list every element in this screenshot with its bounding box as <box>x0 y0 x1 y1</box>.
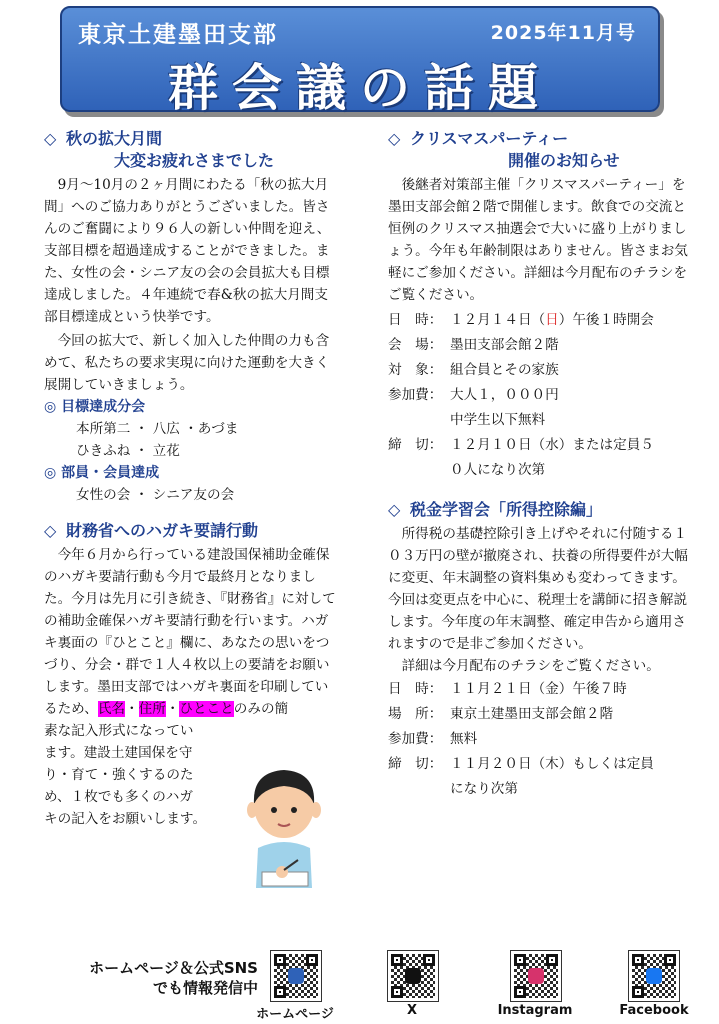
x-qr-code[interactable] <box>387 950 439 1002</box>
paragraph-line: ます。建設土建国保を守 <box>44 745 193 761</box>
paragraph: 今回の拡大で、新しく加入した仲間の力も含めて、私たちの要求実現に向けた運動を大きく展開していきましょう。 <box>44 333 330 393</box>
homepage-qr-code[interactable] <box>270 950 322 1002</box>
qr-label: Instagram <box>497 1003 573 1018</box>
facebook-qr-code[interactable] <box>628 950 680 1002</box>
paragraph: 後継者対策部主催「クリスマスパーティー」を墨田支部会館２階で開催します。飲食での交流と恒例のクリスマス抽選会で大いに盛り上がりましょう。今年も年齢制限はありません。皆さまお気軽にご参加ください。詳細は今月配布のチラシをご覧ください。 <box>388 177 688 303</box>
list-item: 女性の会 ・ シニア友の会 <box>76 487 235 503</box>
section-heading-christmas-party: ◇ クリスマスパーティー 開催のお知らせ <box>388 129 620 170</box>
highlight-address: 住所 <box>138 701 166 717</box>
paragraph-line: 素な記入形式になってい <box>44 723 194 739</box>
sns-notice: ホームページ＆公式SNS でも情報発信中 <box>89 959 258 997</box>
event-details: 日 時： １２月１４日（日）午後１時開会 会 場： 墨田支部会館２階 対 象： 組合員とその家族 参加費： 大人１，０００円 中学生以下無料 締 切： １２月１０日（水）または定員５ ０人になり次第 <box>388 312 654 478</box>
bullet-heading: ◎ 部員・会員達成 <box>44 465 160 481</box>
diamond-icon: ◇ <box>44 521 57 540</box>
diamond-icon: ◇ <box>388 129 401 148</box>
facebook-icon <box>646 968 662 984</box>
diamond-icon: ◇ <box>44 129 57 148</box>
qr-label: X <box>406 1003 418 1018</box>
left-column <box>44 128 340 830</box>
header-banner <box>60 6 660 117</box>
section-heading-autumn-campaign: ◇ 秋の拡大月間 大変お疲れさまでした <box>44 129 275 170</box>
paragraph: 9月～10月の２ヶ月間にわたる「秋の拡大月間」へのご協力ありがとうございました。皆さんのご奮闘により９６人の新しい仲間を迎え、支部目標を超過達成することができました。また、女性の会・シニア友の会の会員拡大も目標達成しました。４年連続で春&秋の拡大月間支部目標達成という快挙です。 <box>44 177 331 325</box>
diamond-icon: ◇ <box>388 500 401 519</box>
highlight-comment: ひとこと <box>179 701 234 717</box>
qr-label: ホームページ <box>256 1007 334 1022</box>
seminar-details: 日 時： １１月２１日（金）午後７時 場 所： 東京土建墨田支部会館２階 参加費： 無料 締 切： １１月２０日（木）もしくは定員 になり次第 <box>388 681 654 797</box>
paragraph: 今年６月から行っている建設国保補助金確保のハガキ要請行動も今月で最終月となりました。今月は先月に引き続き、『財務省』に対しての補助金確保ハガキ要請行動を行います。ハガキ裏面の『ひとこと』欄に、あなたの思いをつづり、分会・群で１人４枚以上の要請をお願いします。墨田支部ではハガキ裏面を印刷しているため、氏名・住所・ひとことのみの簡 <box>44 547 336 717</box>
right-column <box>388 128 688 802</box>
list-item: 本所第二 ・ 八広 ・あづま <box>76 421 239 437</box>
paragraph: 所得税の基礎控除引き上げやそれに付随する１０３万円の壁が撤廃され、扶養の所得要件が大幅に変更、年末調整の資料集めも変わってきます。今回は変更点を中心に、税理士を講師に招き解説します。今年度の年末調整、確定申告から適用されますので是非ご参加ください。 <box>388 526 688 652</box>
instagram-icon <box>528 968 544 984</box>
x-icon <box>405 968 421 984</box>
newsletter-title: 群会議の話題 <box>168 58 552 117</box>
list-item: ひきふね ・ 立花 <box>76 443 180 459</box>
branch-name: 東京土建墨田支部 <box>78 22 278 48</box>
issue-date: 2025年11月号 <box>490 22 636 44</box>
homepage-icon <box>288 968 304 984</box>
sunday-label: 日 <box>545 312 559 328</box>
instagram-qr-code[interactable] <box>510 950 562 1002</box>
section-heading-postcard-campaign: ◇ 財務省へのハガキ要請行動 <box>44 521 259 540</box>
paragraph-line: め、１枚でも多くのハガ <box>44 789 193 805</box>
boy-writing-illustration <box>238 760 330 890</box>
paragraph-line: り・育て・強くするのた <box>44 767 194 783</box>
bullet-heading: ◎ 目標達成分会 <box>44 399 146 415</box>
qr-label: Facebook <box>619 1003 689 1018</box>
section-heading-tax-seminar: ◇ 税金学習会「所得控除編」 <box>388 500 603 519</box>
paragraph-line: キの記入をお願いします。 <box>44 811 207 827</box>
paragraph: 詳細は今月配布のチラシをご覧ください。 <box>401 658 660 674</box>
highlight-name: 氏名 <box>97 701 126 717</box>
